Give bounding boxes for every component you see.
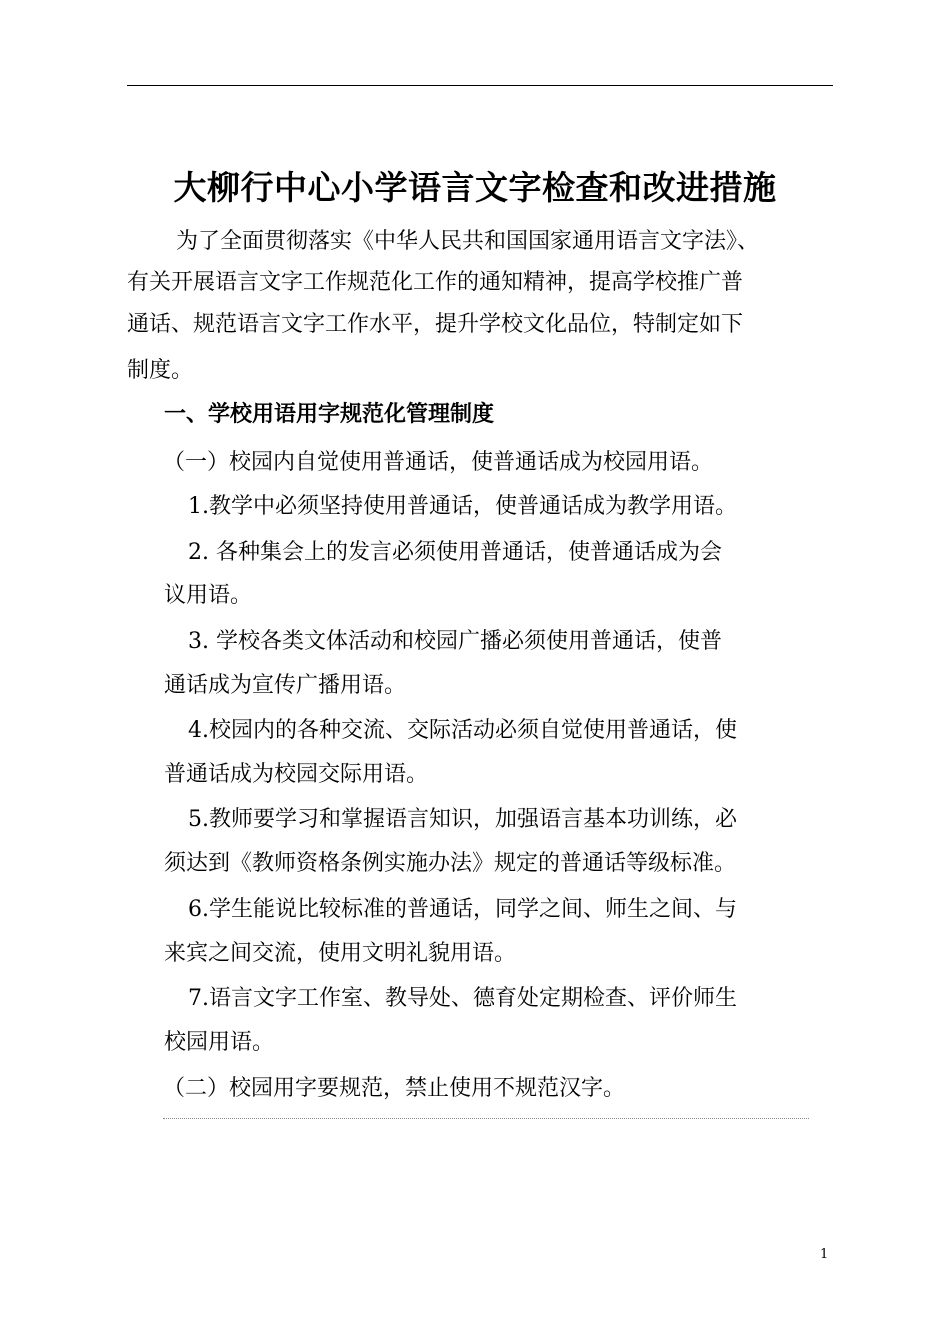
list-item-continuation: 通话成为宣传广播用语。 bbox=[164, 673, 407, 698]
list-item-continuation: 议用语。 bbox=[164, 583, 253, 608]
subsection-heading: （一）校园内自觉使用普通话，使普通话成为校园用语。 bbox=[163, 450, 714, 475]
list-item-continuation: 须达到《教师资格条例实施办法》规定的普通话等级标准。 bbox=[164, 851, 737, 876]
intro-line: 有关开展语言文字工作规范化工作的通知精神，提高学校推广普 bbox=[127, 270, 744, 295]
list-item: 1.教学中必须坚持使用普通话，使普通话成为教学用语。 bbox=[188, 494, 737, 519]
page-number: 1 bbox=[820, 1247, 829, 1262]
list-item-continuation: 校园用语。 bbox=[164, 1030, 275, 1055]
list-item: 2. 各种集会上的发言必须使用普通话，使普通话成为会 bbox=[188, 540, 722, 565]
list-item: 7.语言文字工作室、教导处、德育处定期检查、评价师生 bbox=[188, 986, 737, 1011]
list-item-continuation: 普通话成为校园交际用语。 bbox=[164, 762, 429, 787]
section-break-rule bbox=[163, 1118, 809, 1119]
intro-line: 为了全面贯彻落实《中华人民共和国国家通用语言文字法》、 bbox=[176, 229, 760, 254]
document-title: 大柳行中心小学语言文字检查和改进措施 bbox=[173, 168, 777, 207]
header-rule bbox=[127, 85, 833, 86]
intro-line: 通话、规范语言文字工作水平，提升学校文化品位，特制定如下 bbox=[127, 312, 744, 337]
list-item-continuation: 来宾之间交流，使用文明礼貌用语。 bbox=[164, 941, 517, 966]
subsection-heading: （二）校园用字要规范，禁止使用不规范汉字。 bbox=[163, 1076, 626, 1101]
list-item: 5.教师要学习和掌握语言知识，加强语言基本功训练，必 bbox=[188, 807, 737, 832]
list-item: 6.学生能说比较标准的普通话，同学之间、师生之间、与 bbox=[188, 897, 737, 922]
intro-line: 制度。 bbox=[127, 358, 194, 383]
section-heading: 一、学校用语用字规范化管理制度 bbox=[164, 402, 495, 427]
list-item: 4.校园内的各种交流、交际活动必须自觉使用普通话，使 bbox=[188, 718, 737, 743]
list-item: 3. 学校各类文体活动和校园广播必须使用普通话，使普 bbox=[188, 629, 722, 654]
